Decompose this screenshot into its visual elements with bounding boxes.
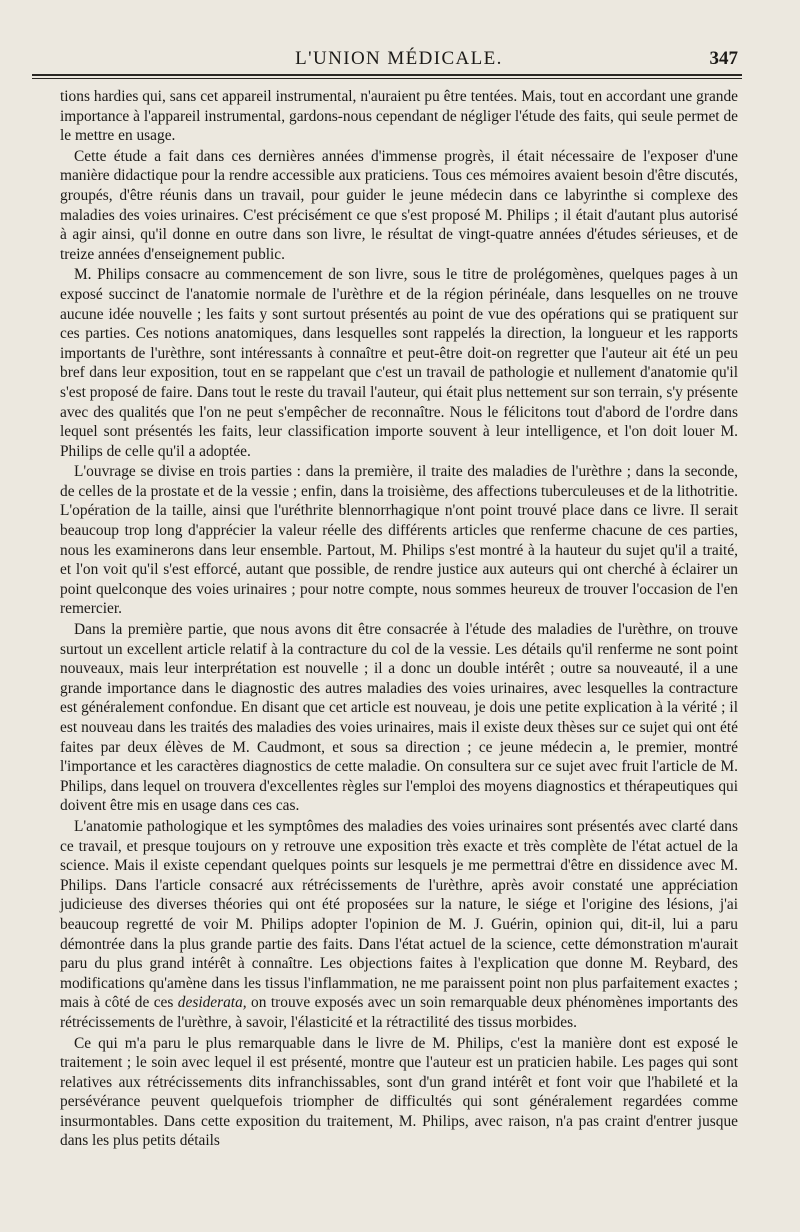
paragraph-6-text-after: on trouve exposés avec un soin remarquable deux phénomènes importants des rétrécissements de l'urèthre, à savoir, l'élasticité et la rétractilité des tissus morbides. — [60, 994, 738, 1031]
paragraph-2: Cette étude a fait dans ces dernières années d'immense progrès, il était nécessaire de l'exposer d'une manière didactique pour la rendre accessible aux praticiens. Tous ces mémoires avaient besoin d'être discutés, groupés, d'être réunis dans un travail, pour guider le jeune médecin dans ce labyrinthe si complexe des maladies des voies urinaires. C'est précisément ce que s'est proposé M. Philips ; il était d'autant plus autorisé à agir ainsi, qu'il donne en outre dans son livre, le résultat de vingt-quatre années d'études sérieuses, et de treize années d'enseignement public. — [60, 147, 738, 263]
paragraph-5: Dans la première partie, que nous avons dit être consacrée à l'étude des maladies de l'urèthre, on trouve surtout un excellent article relatif à la contracture du col de la vessie. Les détails qu'il renferme ne sont point nouveaux, mais leur interprétation est nouvelle ; il a donc un double intérêt ; outre sa nouveauté, il a une grande importance dans le diagnostic des autres maladies des voies urinaires, avec lesquelles la contracture est généralement confondue. En disant que cet article est nouveau, je dois une petite explication à la vérité ; il est nouveau dans les traités des maladies des voies urinaires, mais il existe deux thèses sur ce sujet qui ont été faites par deux élèves de M. Caudmont, et sous sa direction ; ce jeune médecin a, le premier, montré l'importance et les caractères diagnostics de cette maladie. On consultera sur ce sujet avec fruit l'article de M. Philips, dans lequel on trouvera d'excellentes règles sur l'emploi des moyens diagnostics et thérapeutiques qui doivent être mis en usage dans ces cas. — [60, 621, 738, 815]
paragraph-3: M. Philips consacre au commencement de son livre, sous le titre de prolégomènes, quelques pages à un exposé succinct de l'anatomie normale de l'urèthre et de la région périnéale, dans lesquelles on ne trouve aucune idée nouvelle ; les faits y sont surtout présentés au point de vue des opérations qui se pratiquent sur ces parties. Ces notions anatomiques, dans lesquelles sont rappelés la direction, la longueur et les rapports importants de l'urèthre, sont intéressants à connaître et peut-être doit-on regretter que l'auteur ait été un peu bref dans leur exposition, tout en se rappelant que c'est un travail de pathologie et nullement d'anatomie qu'il s'est proposé de faire. Dans tout le reste du travail l'auteur, qui était plus nettement sur son terrain, s'y présente avec des qualités que l'on ne peut s'empêcher de reconnaître. Nous le félicitons tout d'abord de l'ordre dans lequel sont présentés les faits, leur classification importe souvent à leur intelligence, et l'on doit louer M. Philips de celle qu'il a adoptée. — [60, 266, 738, 460]
paragraph-1: tions hardies qui, sans cet appareil instrumental, n'auraient pu être tentées. Mais, tout en accordant une grande importance à l'appareil instrumental, gardons-nous cependant de négliger l'étude des faits, qui seule permet de le mettre en usage. — [60, 88, 738, 145]
header-rule — [32, 74, 742, 76]
paragraph-6 — [60, 817, 738, 1033]
paragraph-6-text-before: L'anatomie pathologique et les symptômes des maladies des voies urinaires sont présentés avec clarté dans ce travail, et presque toujours on y retrouve une exposition très exacte et très complète de l'état actuel de la science. Mais il existe cependant quelques points sur lesquels je me permettrai d'être en dissidence avec M. Philips. Dans l'article consacré aux rétrécissements de l'urèthre, après avoir constaté une appréciation judicieuse des diverses théories qui ont été proposées sur la nature, le siége et l'origine des lésions, j'ai beaucoup regretté de voir M. Philips adopter l'opinion de M. J. Guérin, opinion qui, dit-il, lui a paru démontrée dans la plus grande partie des faits. Dans l'état actuel de la science, cette démonstration m'aurait paru du plus grand intérêt à connaître. Les objections faites à l'explication que donne M. Reybard, des modifications qu'amène dans les tissus l'inflammation, ne me paraissent point non plus parfaitement exactes ; mais à côté de ces — [60, 817, 738, 1012]
running-title: L'UNION MÉDICALE. — [295, 48, 503, 69]
paragraph-6-emphasis: desiderata, — [177, 994, 247, 1012]
paragraph-4: L'ouvrage se divise en trois parties : dans la première, il traite des maladies de l'urèthre ; dans la seconde, de celles de la prostate et de la vessie ; enfin, dans la troisième, des affections tuberculeuses et de la lithotritie. L'opération de la taille, ainsi que l'uréthrite blennorrhagique n'ont point trouvé place dans ce livre. Il serait beaucoup trop long d'apprécier la valeur réelle des différents articles que renferme chacune de ces parties, nous les examinerons dans leur ensemble. Partout, M. Philips s'est montré à la hauteur du sujet qu'il a traité, et l'on voit qu'il s'est efforcé, autant que possible, de rendre justice aux auteurs qui ont cherché à éclairer un point quelconque des voies urinaires ; pour notre compte, nous sommes heureux de trouver l'occasion de l'en remercier. — [60, 463, 738, 618]
page-number: 347 — [709, 48, 738, 69]
header-rule-thin — [32, 78, 742, 79]
page-header — [60, 44, 738, 74]
paragraph-7: Ce qui m'a paru le plus remarquable dans le livre de M. Philips, c'est la manière dont est exposé le traitement ; le soin avec lequel il est présenté, montre que l'auteur est un praticien habile. Les pages qui sont relatives aux rétrécissements dits infranchissables, sont d'un grand intérêt et font voir que l'habileté et la persévérance peuvent quelquefois triompher de difficultés qui sont généralement regardées comme insurmontables. Dans cette exposition du traitement, M. Philips, avec raison, n'a pas craint d'entrer jusque dans les plus petits détails — [60, 1034, 738, 1150]
article-body — [60, 87, 738, 1151]
